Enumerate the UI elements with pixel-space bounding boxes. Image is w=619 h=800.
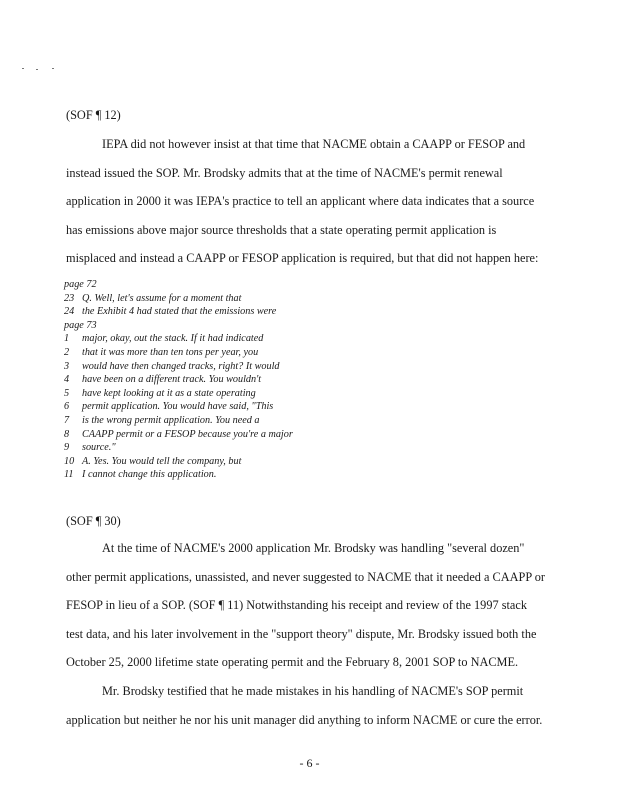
line-number: 9 — [64, 442, 70, 454]
scan-specks — [22, 68, 62, 72]
deposition-page-header: page 73 — [64, 319, 97, 331]
line-number: 7 — [64, 414, 70, 426]
deposition-line — [64, 332, 364, 346]
deposition-line — [64, 400, 364, 414]
deposition-line — [64, 441, 364, 455]
sof-citation-30: (SOF ¶ 30) — [66, 514, 121, 528]
paragraph-line: test data, and his later involvement in the "support theory" dispute, Mr. Brodsky issued both the — [66, 626, 537, 641]
paragraph-line: IEPA did not however insist at that time that NACME obtain a CAAPP or FESOP and — [102, 137, 526, 151]
line-number: 6 — [64, 401, 70, 413]
line-text: major, okay, out the stack. If it had indicated — [82, 333, 264, 345]
line-number: 4 — [64, 374, 70, 386]
paragraph-line: October 25, 2000 lifetime state operating permit and the February 8, 2001 SOP to NACME. — [66, 655, 519, 669]
line-text: have kept looking at it as a state operating — [82, 387, 256, 399]
paragraph-iepa-practice — [66, 130, 546, 273]
deposition-line — [64, 360, 364, 374]
line-number: 3 — [64, 360, 70, 372]
line-text: CAAPP permit or a FESOP because you're a major — [82, 428, 293, 440]
line-number: 11 — [64, 469, 74, 481]
deposition-line — [64, 305, 364, 319]
paragraph-brodsky-mistakes — [66, 677, 546, 734]
deposition-line — [64, 428, 364, 442]
line-number: 2 — [64, 346, 70, 358]
paragraph-line: application but neither he nor his unit manager did anything to inform NACME or cure the error. — [66, 712, 543, 727]
deposition-line — [64, 387, 364, 401]
line-text: Q. Well, let's assume for a moment that — [82, 292, 242, 304]
paragraph-line: At the time of NACME's 2000 application Mr. Brodsky was handling "several dozen" — [102, 541, 525, 555]
deposition-excerpt — [64, 278, 364, 482]
line-text: permit application. You would have said, "This — [82, 401, 274, 413]
line-number: 1 — [64, 333, 70, 345]
line-number: 24 — [64, 306, 75, 318]
line-text: have been on a different track. You wouldn't — [82, 374, 262, 386]
deposition-line — [64, 373, 364, 387]
deposition-line — [64, 414, 364, 428]
line-text: source." — [82, 442, 116, 454]
paragraph-nacme-2000-application — [66, 534, 546, 677]
line-text: I cannot change this application. — [82, 469, 217, 481]
deposition-page-header: page 72 — [64, 279, 97, 290]
paragraph-line: has emissions above major source thresholds that a state operating permit application is — [66, 222, 497, 237]
paragraph-line: FESOP in lieu of a SOP. (SOF ¶ 11) Notwithstanding his receipt and review of the 1997 stack — [66, 598, 527, 612]
line-text: is the wrong permit application. You need a — [82, 414, 260, 426]
paragraph-line: misplaced and instead a CAAPP or FESOP application is required, but that did not happen here: — [66, 251, 539, 265]
line-text: would have then changed tracks, right? It would — [82, 360, 280, 372]
paragraph-line: application in 2000 it was IEPA's practice to tell an applicant where data indicates that a source — [66, 194, 535, 208]
line-number: 8 — [64, 428, 70, 440]
deposition-line — [64, 292, 364, 306]
sof-citation-12: (SOF ¶ 12) — [66, 108, 121, 122]
line-text: A. Yes. You would tell the company, but — [82, 455, 242, 467]
page-number: - 6 - — [299, 756, 320, 770]
paragraph-line: Mr. Brodsky testified that he made mistakes in his handling of NACME's SOP permit — [102, 684, 524, 698]
deposition-line — [64, 455, 364, 469]
line-text: the Exhibit 4 had stated that the emissions were — [82, 306, 277, 318]
paragraph-line: other permit applications, unassisted, and never suggested to NACME that it needed a CAAPP or — [66, 569, 546, 584]
line-text: that it was more than ten tons per year, you — [82, 346, 259, 358]
line-number: 23 — [64, 292, 75, 304]
paragraph-line: instead issued the SOP. Mr. Brodsky admits that at the time of NACME's permit renewal — [66, 165, 503, 180]
line-number: 5 — [64, 387, 70, 399]
deposition-line — [64, 346, 364, 360]
line-number: 10 — [64, 455, 75, 467]
deposition-line — [64, 468, 364, 482]
